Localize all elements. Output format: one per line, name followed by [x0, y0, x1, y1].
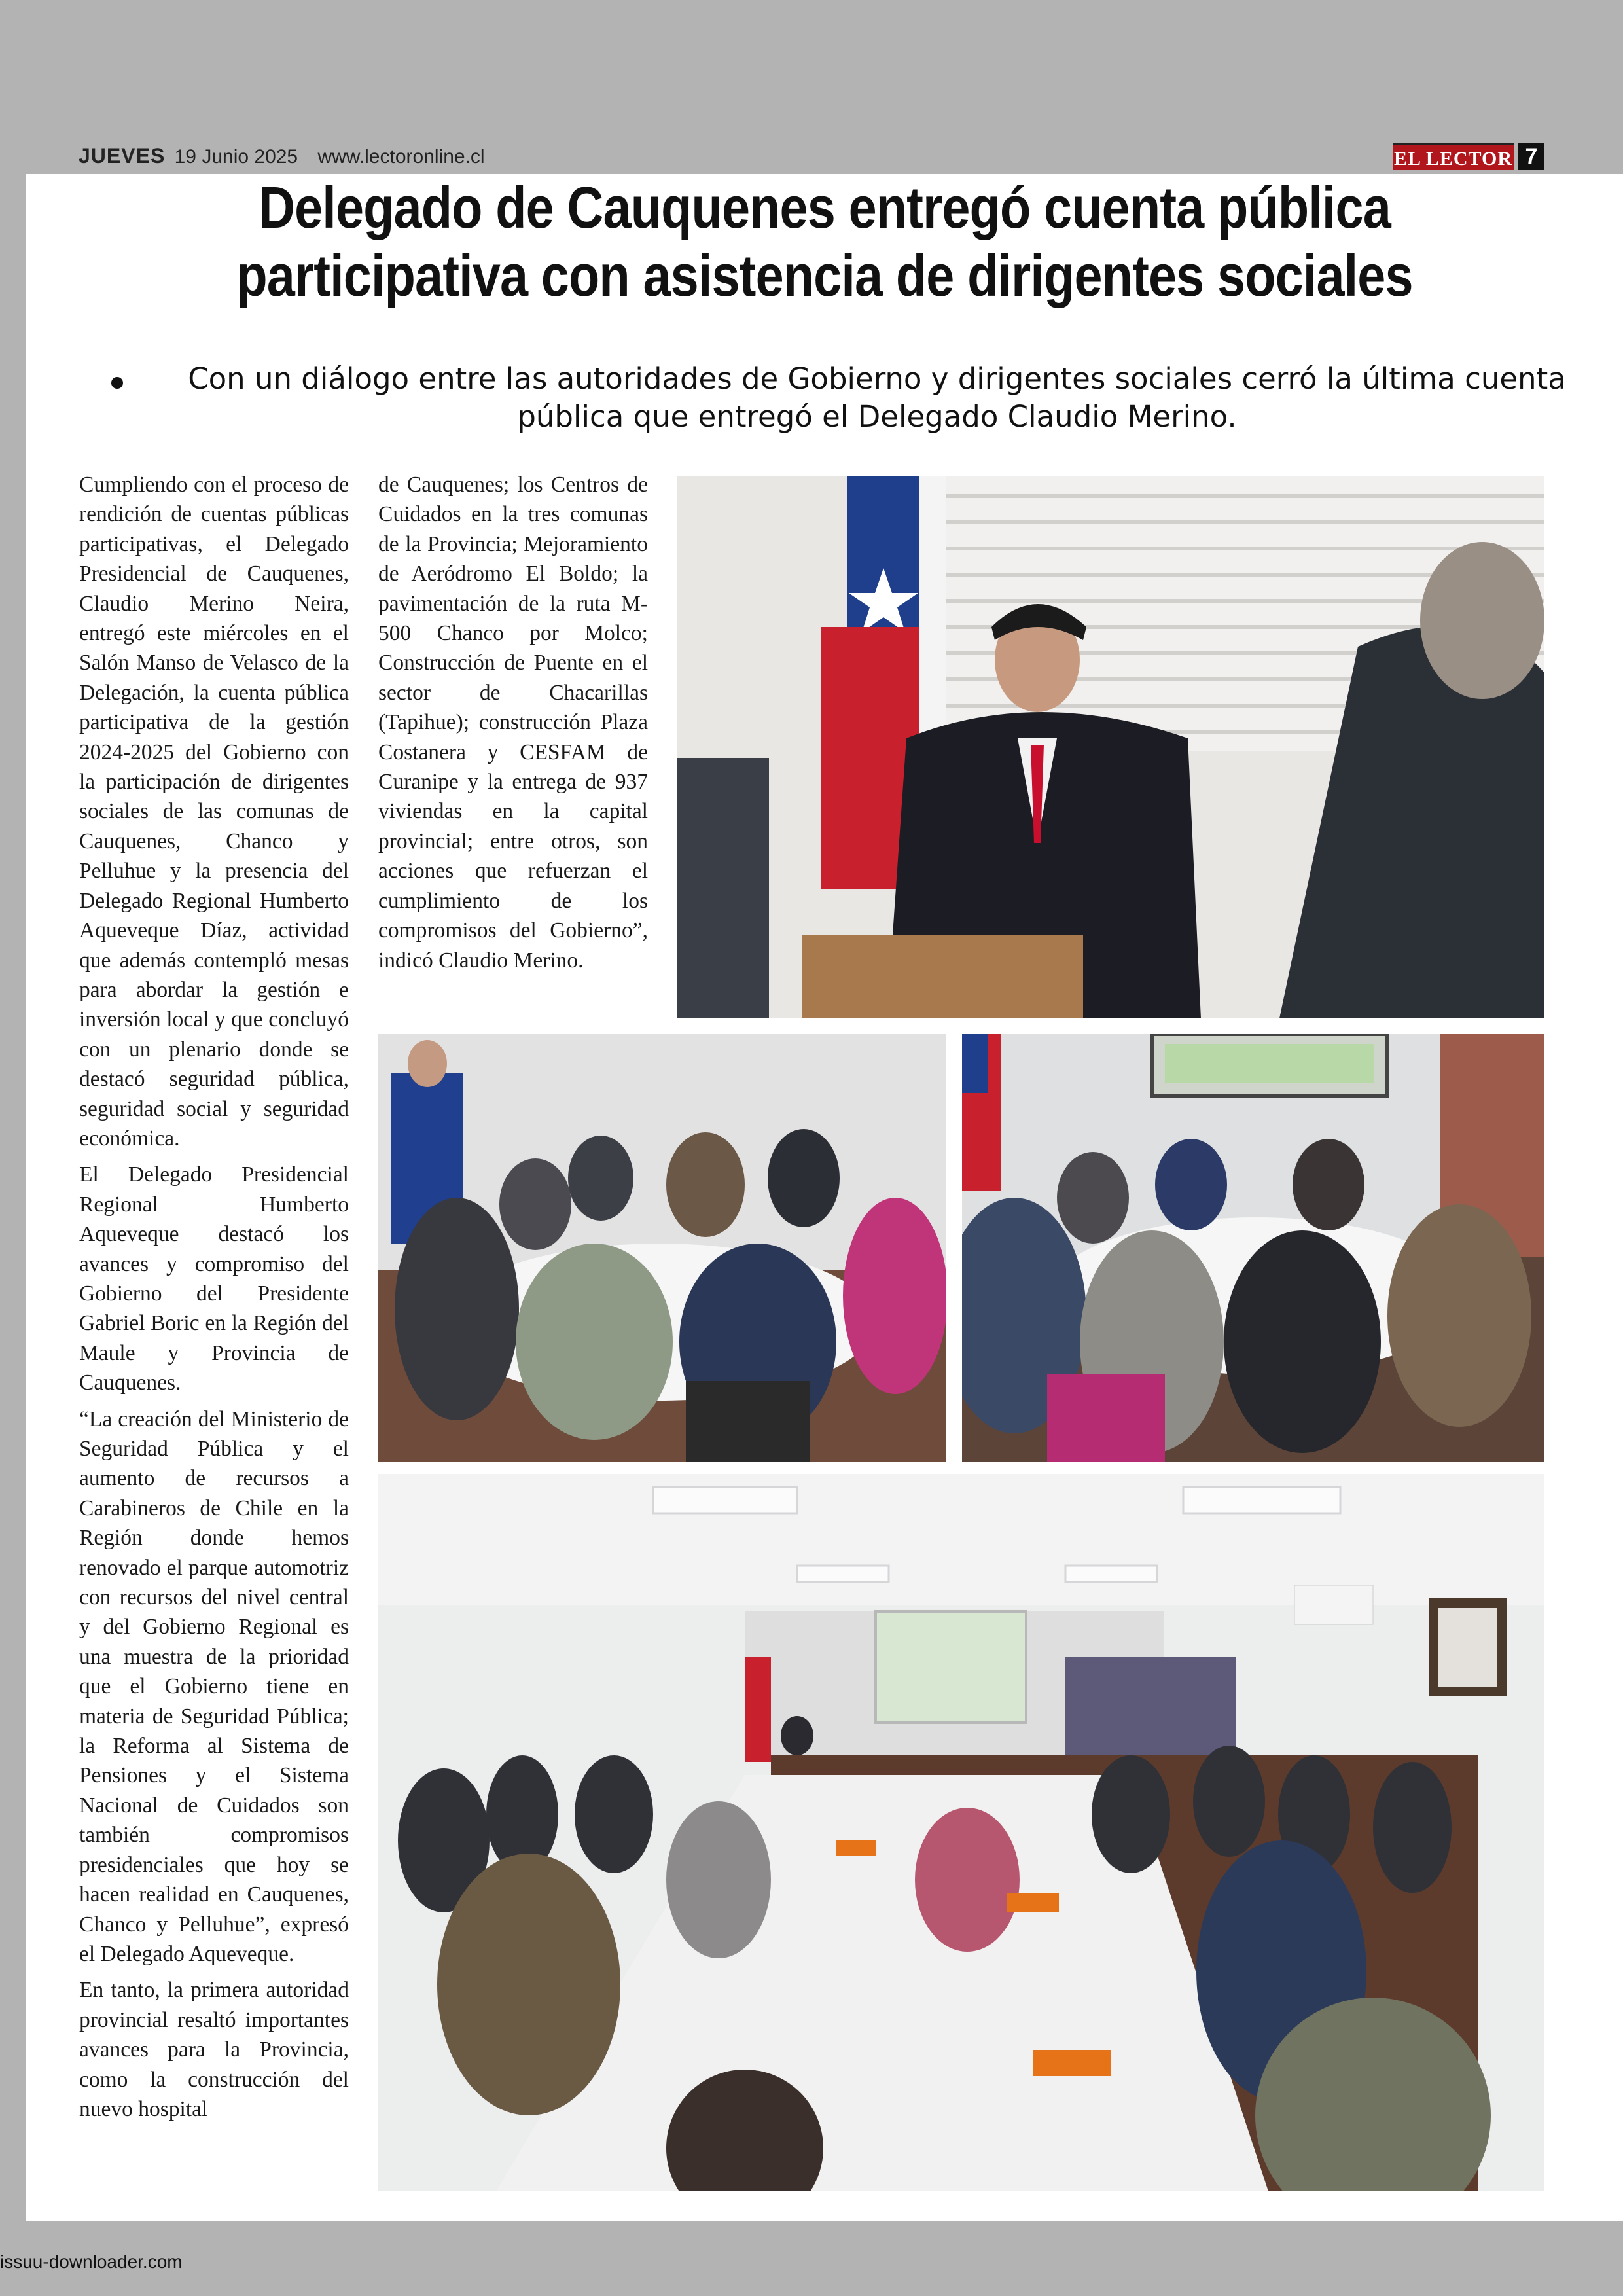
page-header — [79, 141, 1544, 171]
headline-line-2: participativa con asistencia de dirigentes sociales — [236, 243, 1413, 309]
article-column-2 — [378, 470, 648, 1072]
paragraph: El Delegado Presidencial Regional Humberto Aqueveque destacó los avances y compromiso del Gobierno del Presidente Gabriel Boric en la Región del Maule y Provincia de Cauquenes. — [79, 1162, 349, 1395]
headline-line-1: Delegado de Cauquenes entregó cuenta pública — [259, 175, 1391, 241]
source-footer[interactable]: issuu-downloader.com — [0, 2251, 183, 2272]
photo-round-table-2 — [962, 1034, 1544, 1462]
paragraph: Cumpliendo con el proceso de rendición de cuentas públicas participativas, el Delegado Presidencial de Cauquenes, Claudio Merino Neira, entregó este miércoles en el Salón Manso de Velasco de la Delegación, la cuenta pública participativa de la gestión 2024-2025 del Gobierno con la participación de dirigentes sociales de las comunas de Cauquenes, Chanco y Pelluhue y la presencia del Delegado Regional Humberto Aqueveque Díaz, actividad que además contempló mesas para abordar la gestión e inversión local y que concluyó con un plenario donde se destacó seguridad pública, seguridad social y seguridad económica. — [79, 473, 349, 1151]
photo-round-table-1 — [378, 1034, 946, 1462]
article-column-1 — [79, 470, 349, 2204]
bullet-icon — [111, 377, 123, 389]
subheadline — [85, 360, 1577, 445]
photo-delegate-podium — [677, 476, 1544, 1018]
page-number: 7 — [1518, 143, 1544, 170]
photo-plenary-room — [378, 1474, 1544, 2191]
headline — [138, 174, 1511, 310]
paragraph: En tanto, la primera autoridad provincial resaltó importantes avances para la Provincia, como la construcción del nuevo hospital — [79, 1978, 349, 2121]
subheadline-text: Con un diálogo entre las autoridades de Gobierno y dirigentes sociales cerró la última cuenta pública que entregó el Delegado Claudio Merino. — [188, 361, 1566, 434]
header-date: 19 Junio 2025 — [174, 146, 298, 168]
paragraph: de Cauquenes; los Centros de Cuidados en la tres comunas de la Provincia; Mejoramiento de Aeródromo El Boldo; la pavimentación de la ruta M-500 Chanco por Molco; Construcción de Puente en el sector de Chacarillas (Tapihue); construcción Plaza Costanera y CESFAM de Curanipe y la entrega de 937 viviendas en la capital provincial; entre otros, son acciones que refuerzan el cumplimiento de los compromisos del Gobierno”, indicó Claudio Merino. — [378, 473, 648, 973]
header-day: JUEVES — [79, 144, 166, 168]
header-dateline — [79, 144, 485, 168]
header-url[interactable]: www.lectoronline.cl — [317, 146, 485, 168]
newspaper-logo: EL LECTOR — [1393, 143, 1514, 170]
paragraph: “La creación del Ministerio de Seguridad Pública y el aumento de recursos a Carabineros de Chile en la Región donde hemos renovado el parque automotriz con recursos del nivel central y del Gobierno Regional es una muestra de la prioridad que el Gobierno tiene en materia de Seguridad Pública; la Reforma al Sistema de Pensiones y el Sistema Nacional de Cuidados son también compromisos presidenciales que hoy se hacen realidad en Cauquenes, Chanco y Pelluhue”, expresó el Delegado Aqueveque. — [79, 1407, 349, 1966]
newspaper-page — [26, 174, 1623, 2221]
